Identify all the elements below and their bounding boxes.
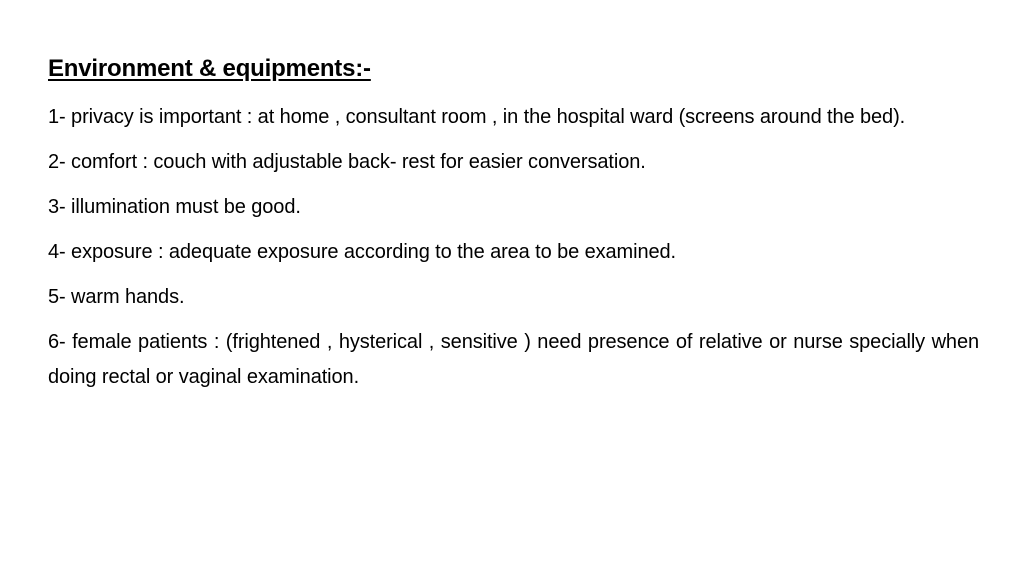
point-privacy: 1- privacy is important : at home , consultant room , in the hospital ward (screens around the bed). — [48, 106, 906, 128]
point-comfort: 2- comfort : couch with adjustable back- rest for easier conversation. — [48, 151, 646, 173]
point-illumination: 3- illumination must be good. — [48, 196, 301, 218]
point-female-patients: 6- female patients : (frightened , hysterical , sensitive ) need presence of relative or nurse specially when doing rectal or vaginal examination. — [48, 331, 979, 388]
point-exposure: 4- exposure : adequate exposure according to the area to be examined. — [48, 241, 676, 263]
point-warm-hands: 5- warm hands. — [48, 286, 185, 308]
slide-title: Environment & equipments:- — [48, 55, 371, 82]
slide-content — [48, 52, 979, 405]
